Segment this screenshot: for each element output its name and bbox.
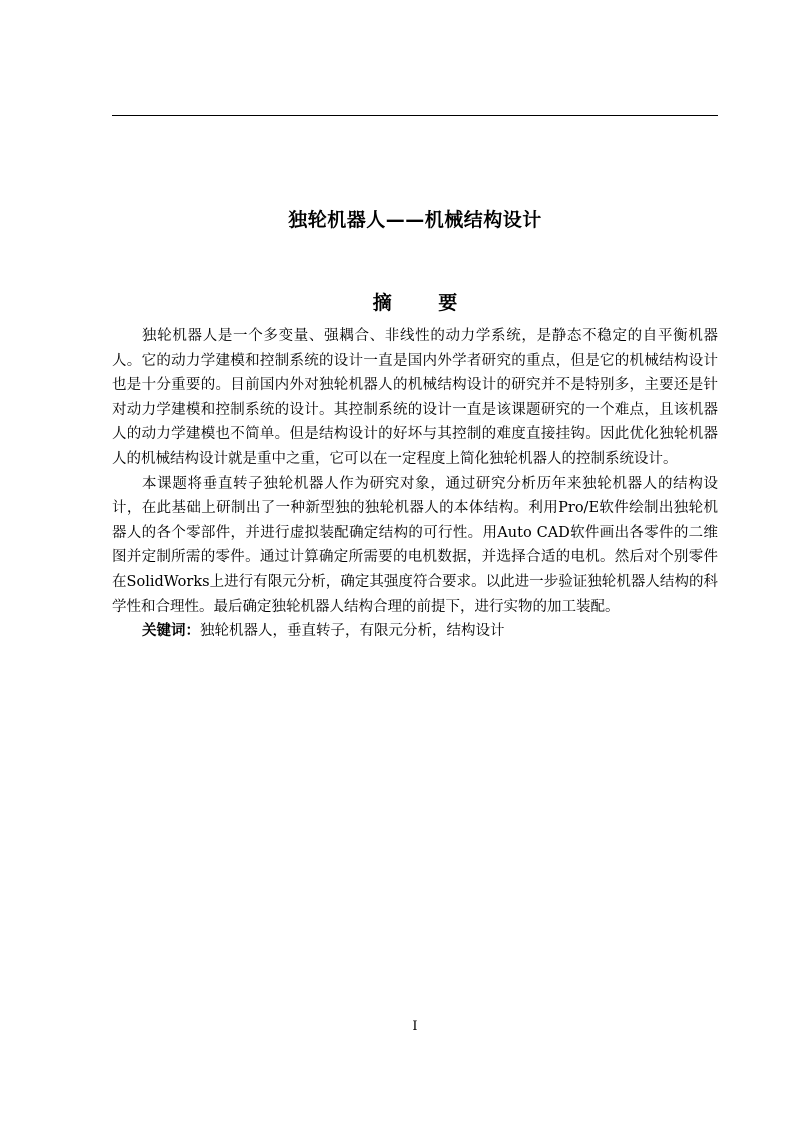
document-title: 独轮机器人——机械结构设计 <box>288 209 542 231</box>
page-number: I <box>412 1019 418 1034</box>
header-rule <box>112 115 718 116</box>
abstract-paragraph-1: 独轮机器人是一个多变量、强耦合、非线性的动力学系统，是静态不稳定的自平衡机器人。它的动力学建模和控制系统的设计一直是国内外学者研究的重点，但是它的机械结构设计也是十分重要的。目前国内外对独轮机器人的机械结构设计的研究并不是特别多，主要还是针对动力学建模和控制系统的设计。其控制系统的设计一直是该课题研究的一个难点，且该机器人的动力学建模也不简单。但是结构设计的好坏与其控制的难度直接挂钩。因此优化独轮机器人的机械结构设计就是重中之重，它可以在一定程度上简化独轮机器人的控制系统设计。 <box>112 328 718 467</box>
abstract-body <box>112 324 718 644</box>
abstract-paragraph-2: 本课题将垂直转子独轮机器人作为研究对象，通过研究分析历年来独轮机器人的结构设计，在此基础上研制出了一种新型独的独轮机器人的本体结构。利用Pro/E软件绘制出独轮机器人的各个零部件，并进行虚拟装配确定结构的可行性。用Auto CAD软件画出各零件的二维图并定制所需的零件。通过计算确定所需要的电机数据，并选择合适的电机。然后对个别零件在SolidWorks上进行有限元分析，确定其强度符合要求。以此进一步验证独轮机器人结构的科学性和合理性。最后确定独轮机器人结构合理的前提下，进行实物的加工装配。 <box>112 475 718 615</box>
keywords-label: 关键词： <box>142 623 200 640</box>
abstract-heading: 摘 要 <box>372 292 478 314</box>
keywords-text: 独轮机器人，垂直转子，有限元分析，结构设计 <box>200 623 505 640</box>
keywords-line <box>112 619 718 644</box>
